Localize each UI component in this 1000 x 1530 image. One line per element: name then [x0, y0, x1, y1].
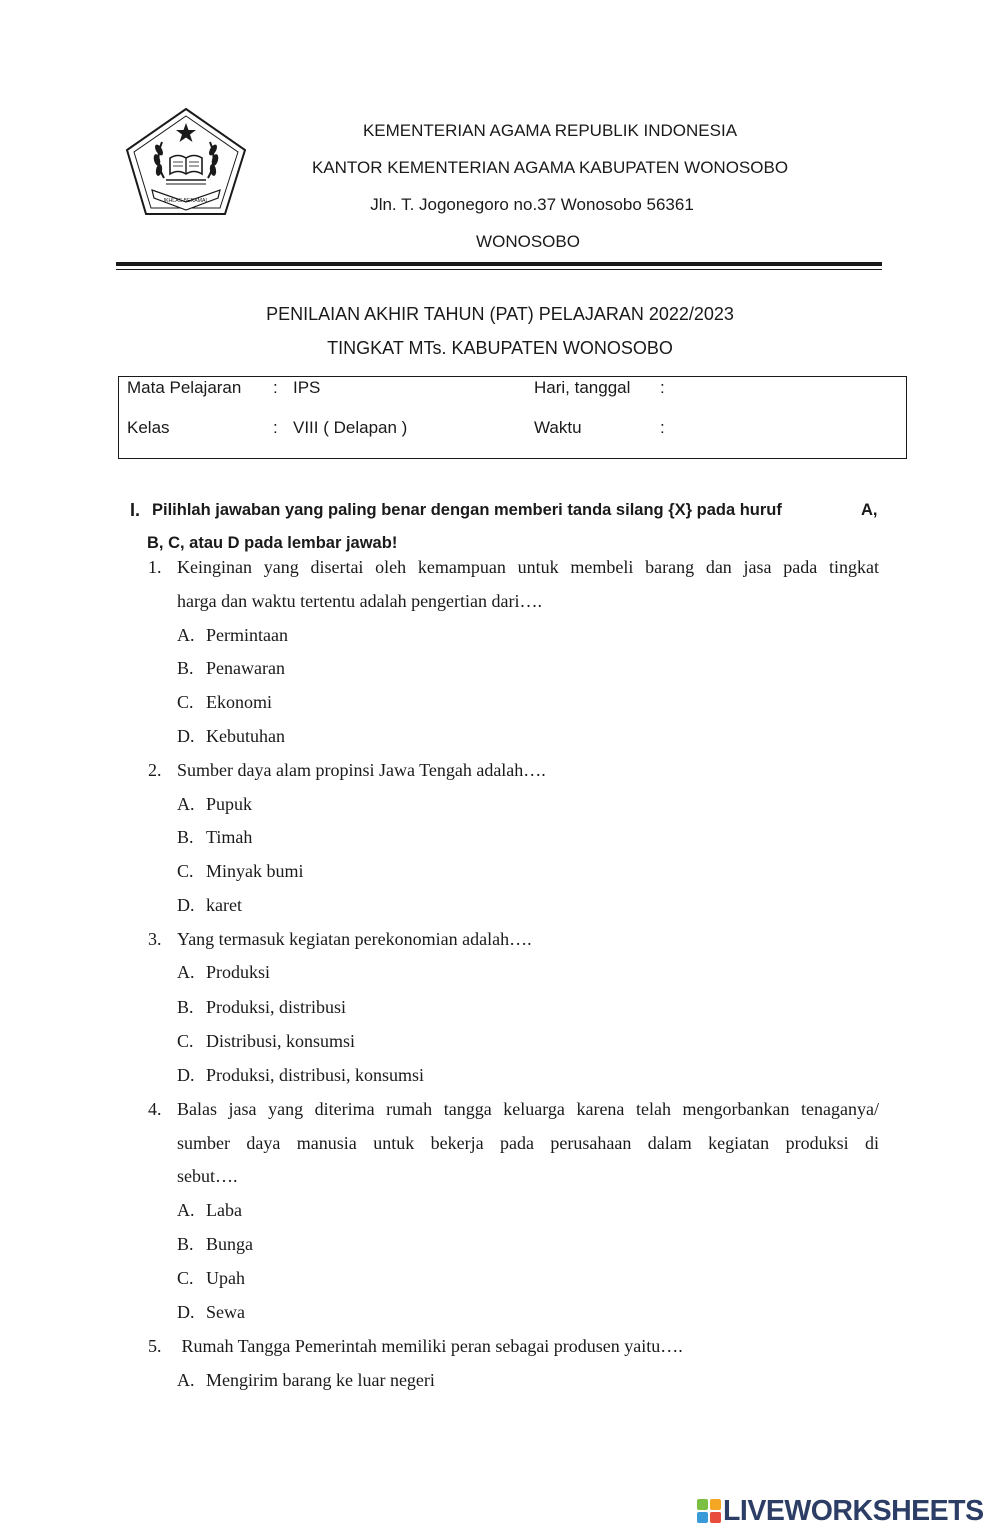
option-letter: C.: [177, 1031, 194, 1051]
option-letter: C.: [177, 861, 194, 881]
section-number: I.: [130, 500, 141, 520]
option-text: Kebutuhan: [206, 726, 285, 746]
option-letter: A.: [177, 962, 195, 982]
question-number: 2.: [148, 760, 162, 780]
question-number: 4.: [148, 1099, 162, 1119]
option-letter: A.: [177, 794, 195, 814]
letterhead-divider-thin: [116, 269, 882, 270]
question-number: 5.: [148, 1336, 162, 1356]
option-letter: D.: [177, 1065, 195, 1085]
option-text: Minyak bumi: [206, 861, 304, 881]
section-instruction-line1-end: A,: [861, 501, 878, 519]
option-letter: A.: [177, 625, 195, 645]
question-number: 3.: [148, 929, 162, 949]
letterhead-line-address: Jln. T. Jogonegoro no.37 Wonosobo 56361: [370, 195, 694, 214]
option-text: Produksi, distribusi: [206, 997, 347, 1017]
time-label: Waktu: [534, 418, 582, 437]
liveworksheets-watermark: [697, 1494, 984, 1528]
option-letter: D.: [177, 726, 195, 746]
kemenag-logo: [124, 106, 248, 218]
option-text: karet: [206, 895, 242, 915]
subject-value: IPS: [293, 378, 321, 397]
option-letter: C.: [177, 692, 194, 712]
letterhead-line-ministry: KEMENTERIAN AGAMA REPUBLIK INDONESIA: [362, 121, 738, 140]
liveworksheets-wordmark: LIVEWORKSHEETS: [723, 1494, 984, 1527]
question-text-line: Sumber daya alam propinsi Jawa Tengah adalah….: [177, 760, 546, 780]
option-letter: D.: [177, 1302, 195, 1322]
option-letter: B.: [177, 827, 194, 847]
date-colon: :: [660, 378, 665, 397]
option-text: Ekonomi: [206, 692, 272, 712]
section-instruction-line2: B, C, atau D pada lembar jawab!: [147, 534, 398, 552]
class-value: VIII ( Delapan ): [293, 418, 408, 437]
class-label: Kelas: [127, 418, 170, 437]
option-text: Produksi, distribusi, konsumsi: [206, 1065, 425, 1085]
option-text: Laba: [206, 1200, 242, 1220]
option-text: Sewa: [206, 1302, 245, 1322]
exam-info-box: [118, 376, 907, 459]
option-text: Penawaran: [206, 658, 285, 678]
date-label: Hari, tanggal: [534, 378, 631, 397]
option-letter: B.: [177, 1234, 194, 1254]
option-letter: D.: [177, 895, 195, 915]
question-text-line: sumber daya manusia untuk bekerja pada perusahaan dalam kegiatan produksi di: [177, 1133, 879, 1153]
question-text-line: sebut….: [177, 1166, 238, 1186]
option-text: Distribusi, konsumsi: [206, 1031, 356, 1051]
option-text: Mengirim barang ke luar negeri: [206, 1370, 435, 1390]
question-text-line: Keinginan yang disertai oleh kemampuan untuk membeli barang dan jasa pada tingkat: [177, 557, 879, 577]
question-text-line: Rumah Tangga Pemerintah memiliki peran sebagai produsen yaitu….: [177, 1336, 683, 1356]
option-text: Pupuk: [206, 794, 253, 814]
svg-text:IKHLAS BERAMAL: IKHLAS BERAMAL: [163, 198, 209, 204]
option-letter: A.: [177, 1370, 195, 1390]
option-text: Timah: [206, 827, 253, 847]
section-instruction-line1: Pilihlah jawaban yang paling benar dengan memberi tanda silang {X} pada huruf: [152, 501, 782, 519]
option-letter: B.: [177, 658, 194, 678]
subject-colon: :: [273, 378, 278, 397]
option-text: Produksi: [206, 962, 271, 982]
question-number: 1.: [148, 557, 162, 577]
exam-subtitle: TINGKAT MTs. KABUPATEN WONOSOBO: [327, 338, 673, 358]
question-text-line: Yang termasuk kegiatan perekonomian adalah….: [177, 929, 532, 949]
option-letter: B.: [177, 997, 194, 1017]
option-letter: A.: [177, 1200, 195, 1220]
letterhead-line-city: WONOSOBO: [476, 232, 580, 251]
liveworksheets-logo-icon: [697, 1499, 721, 1523]
letterhead-line-office: KANTOR KEMENTERIAN AGAMA KABUPATEN WONOSOBO: [311, 158, 789, 177]
subject-label: Mata Pelajaran: [127, 378, 242, 397]
question-text-line: harga dan waktu tertentu adalah pengertian dari….: [177, 591, 543, 611]
option-text: Permintaan: [206, 625, 288, 645]
time-colon: :: [660, 418, 665, 437]
class-colon: :: [273, 418, 278, 437]
question-text-line: Balas jasa yang diterima rumah tangga keluarga karena telah mengorbankan tenaganya/: [177, 1099, 879, 1119]
option-text: Upah: [206, 1268, 245, 1288]
option-text: Bunga: [206, 1234, 253, 1254]
letterhead-divider-thick: [116, 262, 882, 266]
option-letter: C.: [177, 1268, 194, 1288]
exam-title: PENILAIAN AKHIR TAHUN (PAT) PELAJARAN 2022/2023: [266, 304, 734, 324]
